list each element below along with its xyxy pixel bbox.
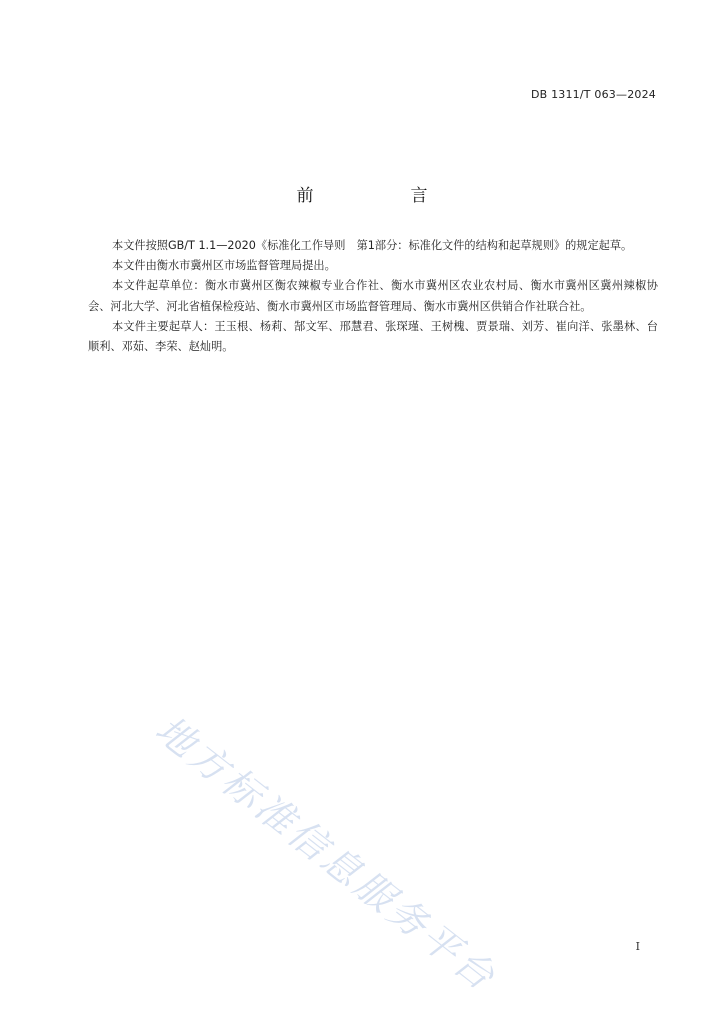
document-code: DB 1311/T 063—2024	[530, 88, 656, 101]
watermark: 地方标准信息服务平台	[147, 707, 506, 1001]
foreword-body	[88, 236, 658, 357]
page-title: 前 言	[296, 186, 468, 206]
paragraph-drafting-rules: 本文件按照GB/T 1.1—2020《标准化工作导则 第1部分：标准化文件的结构和起草规则》的规定起草。	[112, 239, 633, 252]
paragraph-main-drafters: 本文件主要起草人：王玉根、杨莉、郜文军、邢慧君、张琛瑾、王树槐、贾景瑞、刘芳、崔向洋、张墨林、台顺利、邓茹、李荣、赵灿明。	[88, 319, 658, 354]
paragraph-proposer: 本文件由衡水市冀州区市场监督管理局提出。	[112, 259, 336, 273]
paragraph-drafting-units: 本文件起草单位：衡水市冀州区衡农辣椒专业合作社、衡水市冀州区农业农村局、衡水市冀州区冀州辣椒协会、河北大学、河北省植保检疫站、衡水市冀州区市场监督管理局、衡水市冀州区供销合作社联合社。	[88, 279, 658, 313]
page-number: I	[635, 940, 640, 953]
